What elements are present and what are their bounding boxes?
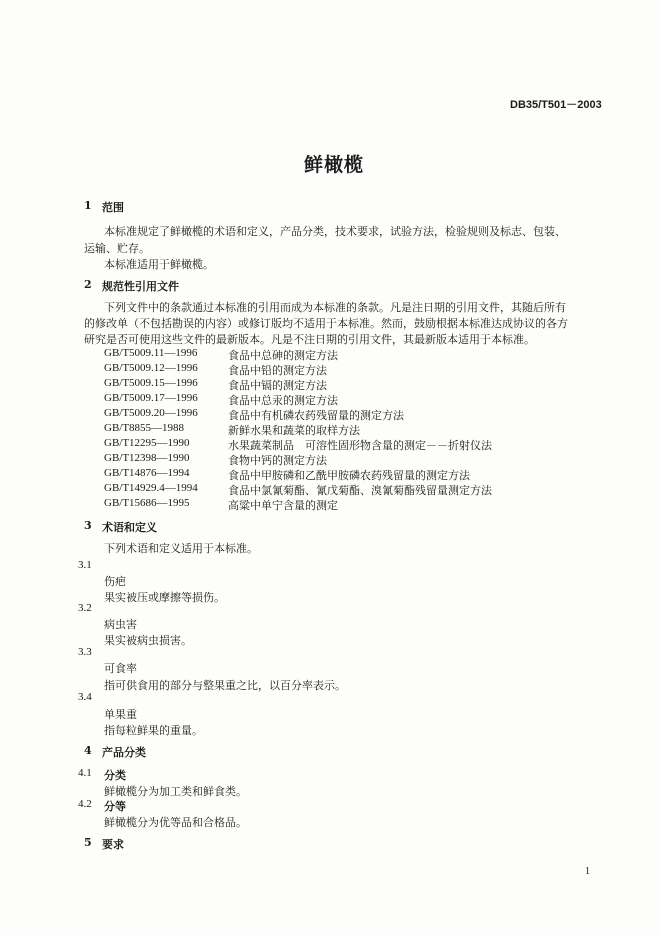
section-1-number: 1 [84, 199, 92, 212]
section-2-number: 2 [84, 278, 92, 291]
ref-code: GB/T8855—1988 [104, 422, 185, 434]
term-number: 3.3 [78, 646, 92, 658]
term-name: 伤疤 [104, 575, 126, 588]
section-1-para1-line1: 本标准规定了鲜橄榄的术语和定义，产品分类，技术要求，试验方法，检验规则及标志、包装、 [104, 225, 566, 238]
section-5-number: 5 [84, 836, 92, 849]
section-3-intro: 下列术语和定义适用于本标准。 [104, 542, 258, 555]
ref-title: 食品中有机磷农药残留量的测定方法 [228, 409, 404, 422]
ref-title: 食品中镉的测定方法 [228, 379, 327, 392]
ref-code: GB/T5009.15—1996 [104, 377, 198, 389]
ref-title: 食物中钙的测定方法 [228, 454, 327, 467]
section-1-heading: 范围 [102, 201, 124, 214]
section-3-heading: 术语和定义 [102, 521, 157, 534]
ref-code: GB/T5009.11—1996 [104, 347, 198, 359]
ref-code: GB/T5009.20—1996 [104, 407, 198, 419]
term-definition: 果实被病虫损害。 [104, 634, 192, 647]
subsection-4-1-number: 4.1 [78, 767, 92, 779]
ref-code: GB/T5009.17—1996 [104, 392, 198, 404]
ref-title: 食品中甲胺磷和乙酰甲胺磷农药残留量的测定方法 [228, 469, 470, 482]
term-name: 病虫害 [104, 618, 137, 631]
ref-title: 食品中总砷的测定方法 [228, 349, 338, 362]
term-definition: 指每粒鲜果的重量。 [104, 724, 203, 737]
section-2-para-line2: 的修改单（不包括勘误的内容）或修订版均不适用于本标准。然而，鼓励根据本标准达成协议的各方 [84, 317, 568, 330]
section-4-heading: 产品分类 [102, 746, 146, 759]
term-number: 3.4 [78, 691, 92, 703]
term-definition: 指可供食用的部分与整果重之比，以百分率表示。 [104, 679, 346, 692]
section-2-para-line3: 研究是否可使用这些文件的最新版本。凡是不注日期的引用文件，其最新版本适用于本标准。 [84, 333, 535, 346]
term-name: 单果重 [104, 708, 137, 721]
ref-title: 食品中总汞的测定方法 [228, 394, 338, 407]
section-1-para1-line2: 运输、贮存。 [84, 242, 150, 255]
ref-title: 高粱中单宁含量的测定 [228, 499, 338, 512]
page-number: 1 [585, 866, 590, 877]
section-2-para-line1: 下列文件中的条款通过本标准的引用而成为本标准的条款。凡是注日期的引用文件，其随后所有 [104, 301, 566, 314]
doc-title: 鲜橄榄 [304, 154, 365, 176]
term-number: 3.1 [78, 559, 92, 571]
ref-title: 水果蔬菜制品 可溶性固形物含量的测定－－折射仪法 [228, 439, 492, 452]
subsection-4-2-heading: 分等 [104, 800, 126, 813]
ref-code: GB/T5009.12—1996 [104, 362, 198, 374]
ref-title: 食品中铅的测定方法 [228, 364, 327, 377]
section-1-para2: 本标准适用于鲜橄榄。 [104, 258, 214, 271]
term-definition: 果实被压或摩擦等损伤。 [104, 591, 225, 604]
ref-code: GB/T14929.4—1994 [104, 482, 198, 494]
ref-code: GB/T14876—1994 [104, 467, 190, 479]
subsection-4-1-text: 鲜橄榄分为加工类和鲜食类。 [104, 785, 247, 798]
subsection-4-2-number: 4.2 [78, 798, 92, 810]
ref-code: GB/T12398—1990 [104, 452, 190, 464]
subsection-4-2-text: 鲜橄榄分为优等品和合格品。 [104, 816, 247, 829]
term-number: 3.2 [78, 602, 92, 614]
section-4-number: 4 [84, 744, 92, 757]
ref-title: 新鲜水果和蔬菜的取样方法 [228, 424, 360, 437]
ref-code: GB/T15686—1995 [104, 497, 190, 509]
doc-code: DB35/T501－2003 [510, 99, 602, 111]
section-3-number: 3 [84, 519, 92, 532]
section-2-heading: 规范性引用文件 [102, 280, 179, 293]
section-5-heading: 要求 [102, 838, 124, 851]
ref-title: 食品中氯氰菊酯、氰戊菊酯、溴氰菊酯残留量测定方法 [228, 484, 492, 497]
subsection-4-1-heading: 分类 [104, 769, 126, 782]
ref-code: GB/T12295—1990 [104, 437, 190, 449]
term-name: 可食率 [104, 662, 137, 675]
